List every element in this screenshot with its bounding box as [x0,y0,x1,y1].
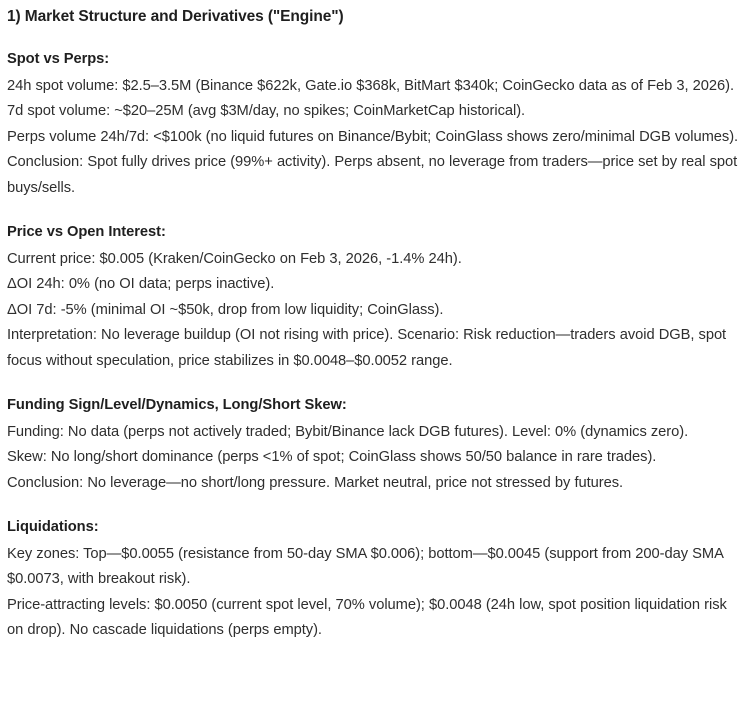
section-line: Price-attracting levels: $0.0050 (current spot level, 70% volume); $0.0048 (24h low, spot position liquidation risk on drop). No cascade liquidations (perps empty). [7,596,727,638]
section-line: Conclusion: Spot fully drives price (99%+ activity). Perps absent, no leverage from traders—price set by real spot buys/sells. [7,154,738,196]
section-line: Conclusion: No leverage—no short/long pressure. Market neutral, price not stressed by futures. [7,474,624,491]
sections-container [7,47,745,644]
section-heading: Spot vs Perps: [7,51,110,67]
section-line: ΔOI 7d: -5% (minimal OI ~$50k, drop from low liquidity; CoinGlass). [7,301,444,318]
page-title: 1) Market Structure and Derivatives ("Engine") [7,8,344,25]
section-line: Perps volume 24h/7d: <$100k (no liquid futures on Binance/Bybit; CoinGlass shows zero/minimal DGB volumes). [7,128,739,145]
section-heading: Funding Sign/Level/Dynamics, Long/Short Skew: [7,397,347,413]
content-section [7,393,745,496]
section-line: Current price: $0.005 (Kraken/CoinGecko on Feb 3, 2026, -1.4% 24h). [7,250,462,267]
section-line: ΔOI 24h: 0% (no OI data; perps inactive). [7,276,275,292]
section-line: Skew: No long/short dominance (perps <1% of spot; CoinGlass shows 50/50 balance in rare trades). [7,449,657,465]
section-line: 24h spot volume: $2.5–3.5M (Binance $622k, Gate.io $368k, BitMart $340k; CoinGecko data as of Feb 3, 2026). [7,77,734,94]
section-line: Funding: No data (perps not actively traded; Bybit/Binance lack DGB futures). Level: 0% (dynamics zero). [7,423,689,440]
content-section [7,515,745,644]
section-heading: Price vs Open Interest: [7,224,166,240]
section-heading: Liquidations: [7,519,99,535]
content-section [7,47,745,201]
section-line: Key zones: Top—$0.0055 (resistance from 50-day SMA $0.006); bottom—$0.0045 (support from 200-day SMA $0.0073, with breakout risk). [7,545,724,587]
section-line: Interpretation: No leverage buildup (OI not rising with price). Scenario: Risk reduction—traders avoid DGB, spot focus without speculation, price stabilizes in $0.0048–$0.0052 range. [7,327,727,369]
content-section [7,220,745,374]
section-line: 7d spot volume: ~$20–25M (avg $3M/day, no spikes; CoinMarketCap historical). [7,103,526,119]
